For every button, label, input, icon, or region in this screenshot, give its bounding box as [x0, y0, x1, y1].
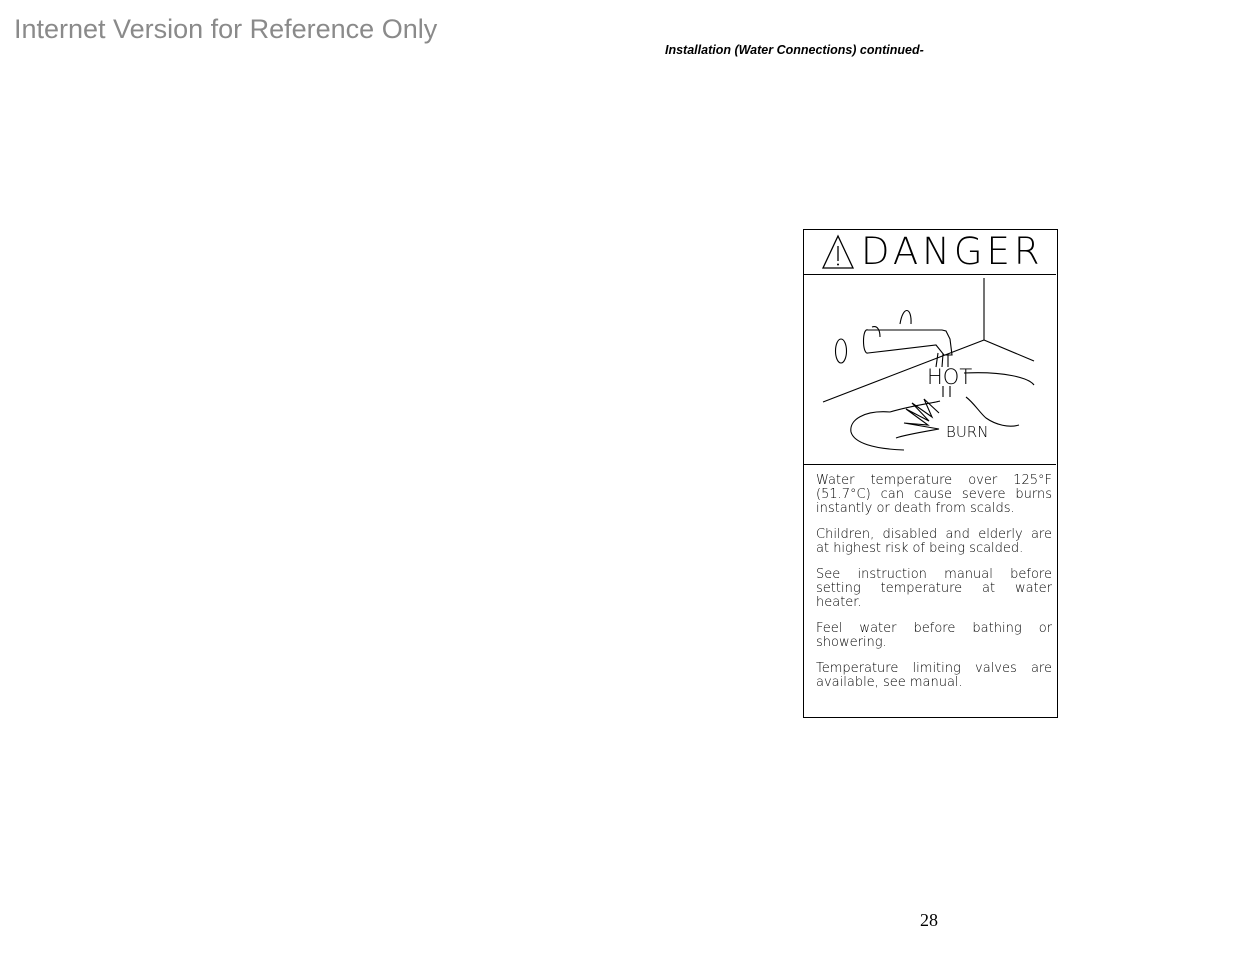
danger-body-text	[816, 474, 1052, 702]
danger-paragraph: Water temperature over 125°F (51.7°C) can cause severe burns instantly or death from scalds.	[816, 473, 1052, 516]
danger-title: DANGER	[861, 230, 1044, 273]
hot-label: HOT	[927, 365, 973, 389]
danger-paragraph: Temperature limiting valves are available, see manual.	[816, 661, 1052, 690]
section-header: Installation (Water Connections) continued-	[665, 43, 924, 57]
danger-label	[803, 229, 1058, 718]
danger-paragraph: Feel water before bathing or showering.	[816, 621, 1052, 650]
danger-header	[804, 230, 1056, 275]
danger-paragraph: Children, disabled and elderly are at highest risk of being scalded.	[816, 527, 1052, 556]
danger-paragraph: See instruction manual before setting temperature at water heater.	[816, 567, 1052, 610]
burn-label: BURN	[946, 423, 989, 441]
watermark: Internet Version for Reference Only	[14, 14, 438, 44]
page-number: 28	[920, 910, 938, 930]
scald-illustration	[804, 275, 1056, 465]
warning-triangle-icon	[821, 234, 855, 270]
